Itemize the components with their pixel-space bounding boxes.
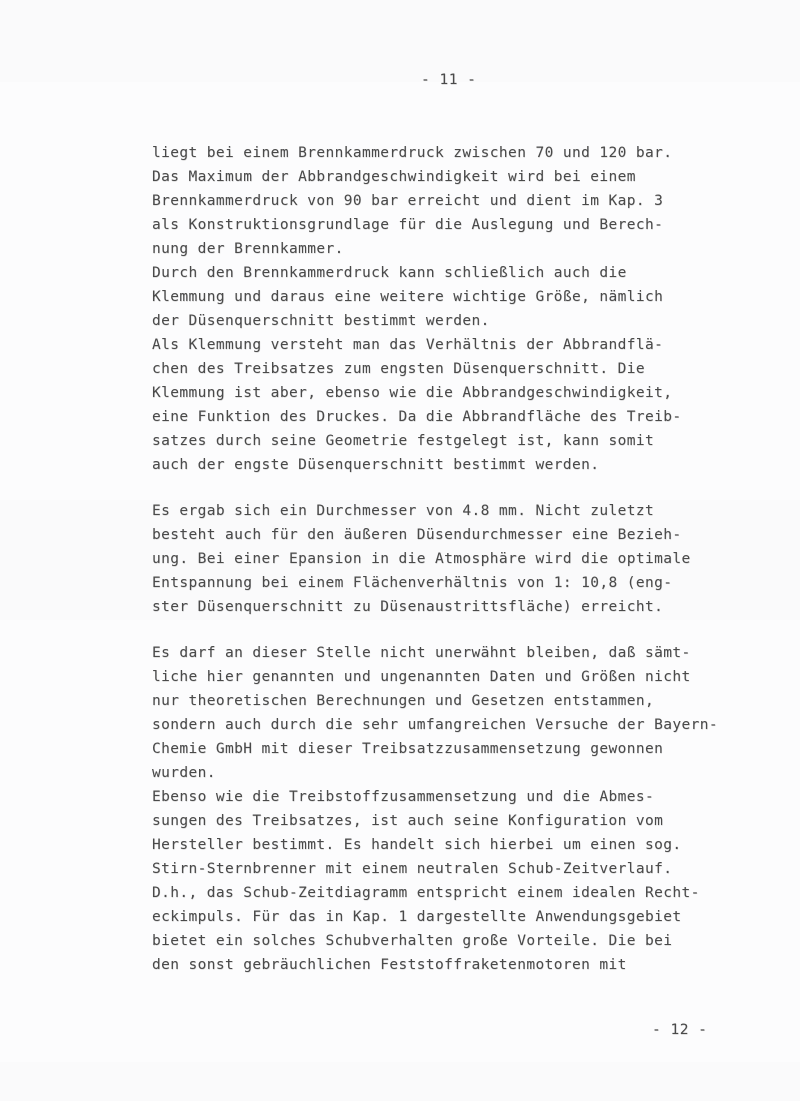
paragraph xyxy=(152,141,772,477)
text-line: Brennkammerdruck von 90 bar erreicht und dient im Kap. 3 xyxy=(152,193,664,209)
text-line: sondern auch durch die sehr umfangreichen Versuche der Bayern- xyxy=(152,717,719,733)
paragraph xyxy=(152,499,772,619)
text-line: liegt bei einem Brennkammerdruck zwischen 70 und 120 bar. xyxy=(152,145,673,161)
page-number-bottom: - 12 - xyxy=(652,1022,708,1038)
text-line: besteht auch für den äußeren Düsendurchmesser eine Bezieh- xyxy=(152,527,682,543)
text-line: ster Düsenquerschnitt zu Düsenaustrittsfläche) erreicht. xyxy=(152,599,664,615)
text-line: ung. Bei einer Epansion in die Atmosphäre wird die optimale xyxy=(152,551,691,567)
text-line: liche hier genannten und ungenannten Daten und Größen nicht xyxy=(152,669,691,685)
text-line: Entspannung bei einem Flächenverhältnis von 1: 10,8 (eng- xyxy=(152,575,673,591)
document-text-block xyxy=(152,141,772,977)
text-line: bietet ein solches Schubverhalten große Vorteile. Die bei xyxy=(152,933,673,949)
scan-shading-band xyxy=(0,0,800,82)
text-line: Klemmung ist aber, ebenso wie die Abbrandgeschwindigkeit, xyxy=(152,385,673,401)
text-line: Ebenso wie die Treibstoffzusammensetzung und die Abmes- xyxy=(152,789,655,805)
scan-shading-band xyxy=(0,1062,800,1101)
text-line: nur theoretischen Berechnungen und Gesetzen entstammen, xyxy=(152,693,655,709)
text-line: wurden. xyxy=(152,765,216,781)
text-line: satzes durch seine Geometrie festgelegt ist, kann somit xyxy=(152,433,655,449)
text-line: Hersteller bestimmt. Es handelt sich hierbei um einen sog. xyxy=(152,837,682,853)
text-line: nung der Brennkammer. xyxy=(152,241,344,257)
page-number-top: - 11 - xyxy=(421,72,477,88)
text-line: Das Maximum der Abbrandgeschwindigkeit wird bei einem xyxy=(152,169,636,185)
text-line: Durch den Brennkammerdruck kann schließlich auch die xyxy=(152,265,627,281)
text-line: den sonst gebräuchlichen Feststoffraketenmotoren mit xyxy=(152,957,627,973)
paragraph xyxy=(152,641,772,977)
text-line: chen des Treibsatzes zum engsten Düsenquerschnitt. Die xyxy=(152,361,646,377)
text-line: Klemmung und daraus eine weitere wichtige Größe, nämlich xyxy=(152,289,664,305)
text-line: als Konstruktionsgrundlage für die Auslegung und Berech- xyxy=(152,217,664,233)
text-line: Als Klemmung versteht man das Verhältnis der Abbrandflä- xyxy=(152,337,664,353)
text-line: Stirn-Sternbrenner mit einem neutralen Schub-Zeitverlauf. xyxy=(152,861,673,877)
text-line: Chemie GmbH mit dieser Treibsatzzusammensetzung gewonnen xyxy=(152,741,664,757)
text-line: Es ergab sich ein Durchmesser von 4.8 mm. Nicht zuletzt xyxy=(152,503,655,519)
text-line: sungen des Treibsatzes, ist auch seine Konfiguration vom xyxy=(152,813,664,829)
text-line: eckimpuls. Für das in Kap. 1 dargestellte Anwendungsgebiet xyxy=(152,909,682,925)
text-line: der Düsenquerschnitt bestimmt werden. xyxy=(152,313,490,329)
text-line: D.h., das Schub-Zeitdiagramm entspricht einem idealen Recht- xyxy=(152,885,700,901)
text-line: eine Funktion des Druckes. Da die Abbrandfläche des Treib- xyxy=(152,409,682,425)
text-line: auch der engste Düsenquerschnitt bestimmt werden. xyxy=(152,457,600,473)
text-line: Es darf an dieser Stelle nicht unerwähnt bleiben, daß sämt- xyxy=(152,645,691,661)
